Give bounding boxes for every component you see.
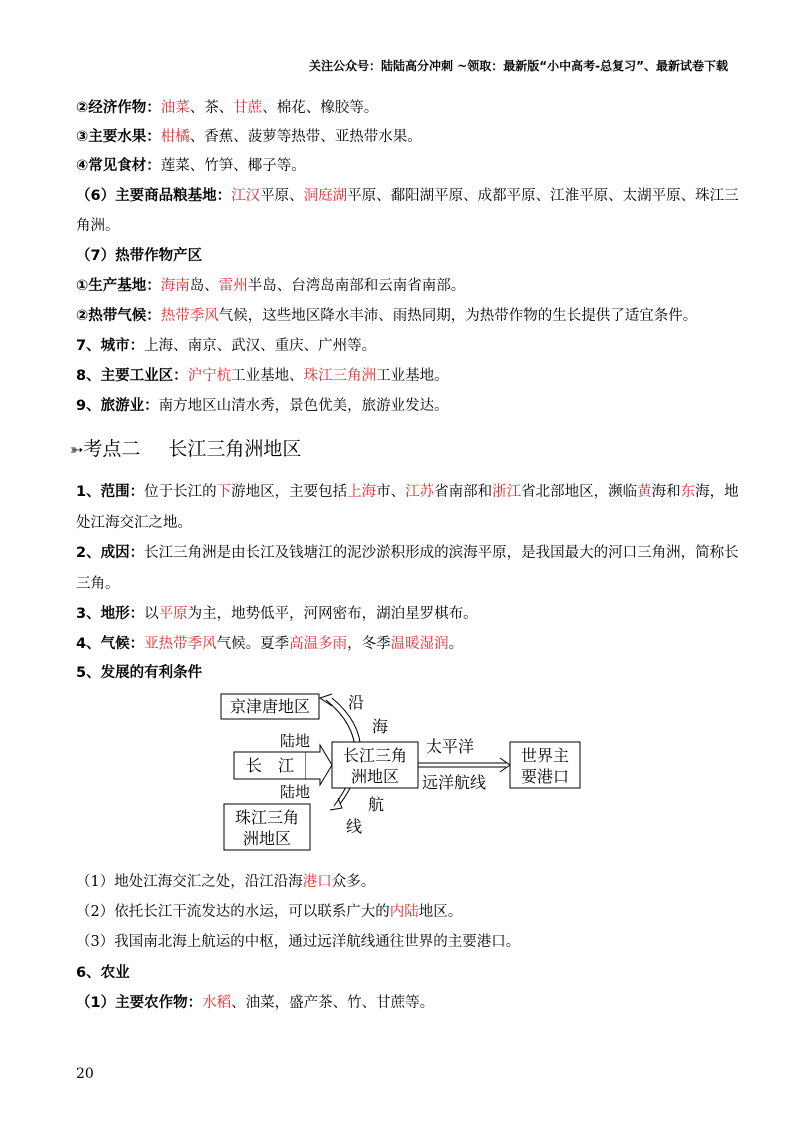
page-header: 关注公众号：陆陆高分冲刺 ~领取：最新版“小中高考-总复习”、最新试卷下载 [309, 59, 728, 73]
section-title: 考点二 [83, 438, 141, 460]
line-label: ②热带气候： [76, 308, 161, 324]
arrow-icon: ➳ [70, 440, 84, 459]
text-span: 。 [448, 636, 464, 652]
text-span: 上海、南京、武汉、重庆、广州等。 [144, 338, 377, 354]
line-label: ②经济作物： [76, 100, 161, 116]
text-span: 莲菜、竹笋、椰子等。 [160, 158, 306, 174]
text-line-climate [76, 634, 463, 654]
line-label: （1）主要农作物： [76, 995, 203, 1011]
text-line-production-base [76, 276, 465, 296]
text-span: （1）地处江海交汇之处，沿江沿海 [76, 874, 303, 890]
label-hai: 海 [372, 717, 389, 736]
land-arrow [306, 745, 332, 785]
line-label: 2、成因： [76, 545, 145, 561]
highlight: 油菜 [160, 100, 190, 116]
text-line-tropical-climate [76, 306, 697, 326]
label-ludi-top: 陆地 [280, 732, 311, 750]
text-line-tropical-heading: （7）热带作物产区 [76, 248, 203, 264]
text-span: 平原、 [260, 188, 304, 204]
highlight: 亚热带季风 [144, 636, 217, 652]
text-line-origin [76, 543, 739, 563]
highlight: 沪宁杭 [187, 368, 232, 384]
highlight: 黄 [637, 484, 652, 500]
ocean-route-arrowhead [500, 758, 510, 772]
text-line-scope [76, 482, 739, 502]
advantages-diagram [220, 682, 600, 854]
label-xian: 线 [346, 817, 363, 836]
highlight: 浙江 [492, 484, 522, 500]
text-span: 气候。夏季 [216, 636, 290, 652]
highlight: 温暖湿润 [390, 636, 449, 652]
text-line-cities [76, 336, 376, 356]
section-subtitle: 长江三角洲地区 [168, 438, 302, 460]
label-pacific: 太平洋 [426, 737, 475, 756]
text-span: 平原、鄱阳湖平原、成都平原、江淮平原、太湖平原、珠江三 [347, 188, 739, 204]
page-number: 20 [76, 1066, 94, 1082]
highlight: 水稻 [202, 995, 232, 1011]
line-label: ④常见食材： [76, 158, 161, 174]
text-span: 地区。 [418, 904, 463, 920]
text-span: 、棉花、橡胶等。 [262, 100, 379, 116]
text-line-ports [76, 872, 375, 892]
text-span: 众多。 [331, 874, 376, 890]
text-span: ，冬季 [347, 636, 391, 652]
box-world-ports-label-2: 要港口 [520, 767, 570, 786]
text-span: 省北部地区，濒临 [521, 484, 638, 500]
highlight: 甘蔗 [233, 100, 263, 116]
line-label: 7、城市： [76, 338, 145, 354]
box-changjiang-delta-label-2: 洲地区 [350, 767, 400, 786]
line-label: 1、范围： [76, 484, 145, 500]
text-span: 海，地 [695, 484, 739, 500]
line-label: ①生产基地： [76, 278, 161, 294]
text-line-food [76, 156, 306, 176]
highlight: 柑橘 [160, 129, 190, 145]
text-span: 工业基地、 [231, 368, 304, 384]
text-line-origin-cont: 三角。 [76, 576, 120, 592]
text-line-agriculture-heading: 6、农业 [76, 965, 130, 981]
text-line-economic-crops [76, 98, 378, 118]
box-jingjintang-label: 京津唐地区 [229, 697, 311, 716]
highlight: 热带季风 [160, 308, 219, 324]
highlight: 平原 [158, 606, 188, 622]
text-span: 市、 [376, 484, 406, 500]
text-span: 位于长江的 [144, 484, 217, 500]
text-line-scope-cont: 处江海交汇之地。 [76, 515, 192, 531]
text-line-tourism [76, 396, 449, 416]
text-span: （2）依托长江干流发达的水运，可以联系广大的 [76, 904, 390, 920]
text-line-shipping-hub: （3）我国南北海上航运的中枢，通过远洋航线通往世界的主要港口。 [76, 934, 521, 950]
box-zhujiang-label-1: 珠江三角 [234, 808, 300, 827]
highlight: 港口 [302, 874, 332, 890]
text-line-inland [76, 902, 462, 922]
box-changjiang-label: 长 江 [245, 756, 295, 775]
highlight: 东 [680, 484, 696, 500]
text-span: 海和 [651, 484, 681, 500]
highlight: 珠江三角洲 [303, 368, 377, 384]
text-line-grain-base-cont: 角洲。 [76, 218, 120, 234]
line-label: 9、旅游业： [76, 398, 159, 414]
highlight: 雷州 [218, 278, 248, 294]
label-ocean-route: 远洋航线 [422, 773, 487, 792]
label-yan: 沿 [348, 693, 365, 712]
highlight: 洞庭湖 [303, 188, 348, 204]
highlight: 上海 [347, 484, 377, 500]
line-label: 4、气候： [76, 636, 145, 652]
line-label: （6）主要商品粮基地： [76, 188, 232, 204]
text-line-fruits [76, 127, 422, 147]
box-zhujiang-label-2: 洲地区 [242, 829, 292, 848]
text-span: 省南部和 [434, 484, 493, 500]
line-label: 8、主要工业区： [76, 368, 188, 384]
label-ludi-bottom: 陆地 [280, 783, 311, 801]
text-line-grain-base [76, 186, 739, 206]
text-span: 南方地区山清水秀，景色优美，旅游业发达。 [158, 398, 449, 414]
section-heading [70, 436, 301, 463]
text-line-industry [76, 366, 449, 386]
highlight: 内陆 [389, 904, 419, 920]
text-line-terrain [76, 604, 478, 624]
highlight: 海南 [160, 278, 190, 294]
text-span: 半岛、台湾岛南部和云南省南部。 [247, 278, 466, 294]
highlight: 高温多雨 [289, 636, 348, 652]
text-span: 气候，这些地区降水丰沛、雨热同期，为热带作物的生长提供了适宜条件。 [218, 308, 698, 324]
text-span: 岛、 [189, 278, 219, 294]
text-span: 、茶、 [189, 100, 234, 116]
box-world-ports-label-1: 世界主 [520, 746, 570, 765]
highlight: 江汉 [231, 188, 261, 204]
text-span: 工业基地。 [376, 368, 449, 384]
text-line-main-crops [76, 993, 434, 1013]
text-span: 、油菜，盛产茶、竹、甘蔗等。 [231, 995, 435, 1011]
text-span: 、香蕉、菠萝等热带、亚热带水果。 [189, 129, 422, 145]
line-label: ③主要水果： [76, 129, 161, 145]
highlight: 江苏 [405, 484, 435, 500]
text-span: 长江三角洲是由长江及钱塘江的泥沙淤积形成的滨海平原，是我国最大的河口三角洲，简称长 [144, 545, 739, 561]
highlight: 下 [216, 484, 232, 500]
text-span: 游地区，主要包括 [231, 484, 348, 500]
text-line-conditions-heading: 5、发展的有利条件 [76, 665, 203, 681]
text-span: 以 [144, 606, 159, 622]
label-hang: 航 [368, 795, 385, 814]
line-label: 3、地形： [76, 606, 145, 622]
text-span: 为主，地势低平，河网密布，湖泊星罗棋布。 [187, 606, 478, 622]
box-changjiang-delta-label-1: 长江三角 [342, 746, 408, 765]
